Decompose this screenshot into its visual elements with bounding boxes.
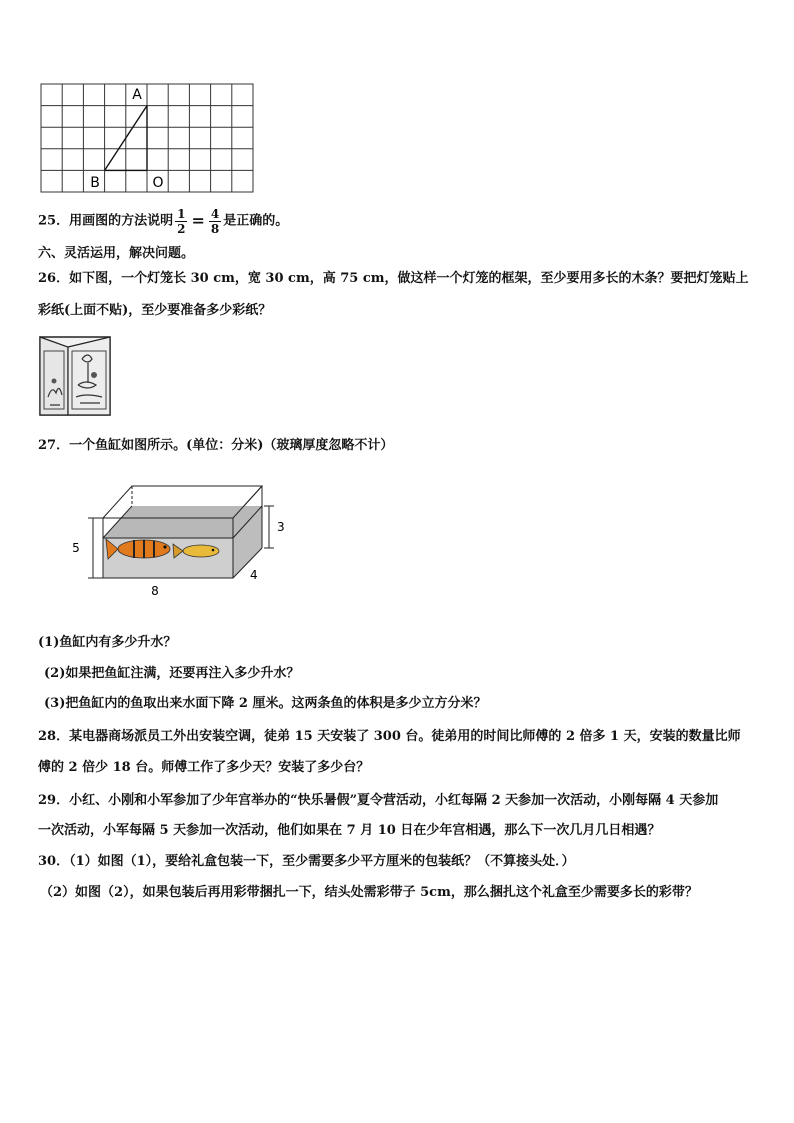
- dim-water: 3: [277, 520, 285, 534]
- question-25: 25．用画图的方法说明 $\frac{1}{2}$ = $\frac{4}{8}$ 是正确的。: [38, 206, 289, 236]
- question-26-line1: 26．如下图，一个灯笼长 30 cm，宽 30 cm，高 75 cm，做这样一个灯笼的框架，至少要用多长的木条？要把灯笼贴上: [38, 271, 749, 286]
- question-28-line1: 28．某电器商场派员工外出安装空调，徒弟 15 天安装了 300 台。徒弟用的时间比师傅的 2 倍多 1 天，安装的数量比师: [38, 729, 741, 744]
- question-30-line1: 30．（1）如图（1），要给礼盒包装一下，至少需要多少平方厘米的包装纸？（不算接头处．）: [38, 854, 575, 869]
- question-27-sub3: (3)把鱼缸内的鱼取出来水面下降 2 厘米。这两条鱼的体积是多少立方分米？: [44, 696, 487, 711]
- question-30-line2: （2）如图（2），如果包装后再用彩带捆扎一下，结头处需彩带子 5cm，那么捆扎这个礼盒至少需要多长的彩带？: [40, 885, 698, 900]
- question-27-sub2: (2)如果把鱼缸注满，还要再注入多少升水？: [44, 666, 300, 681]
- fish-tank-figure: [66, 478, 296, 603]
- fraction-4-8: $\frac{4}{8}$: [210, 206, 220, 236]
- question-27-sub1: (1)鱼缸内有多少升水？: [38, 635, 177, 650]
- dim-height: 5: [72, 541, 80, 555]
- label-o: O: [152, 175, 164, 191]
- question-28-line2: 傅的 2 倍少 18 台。师傅工作了多少天？安装了多少台？: [38, 760, 370, 775]
- question-29-line2: 一次活动，小军每隔 5 天参加一次活动，他们如果在 7 月 10 日在少年宫相遇，那么下一次几月几日相遇？: [38, 823, 661, 838]
- question-29-line1: 29．小红、小刚和小军参加了少年宫举办的“快乐暑假”夏令营活动，小红每隔 2 天参加一次活动，小刚每隔 4 天参加: [38, 793, 719, 808]
- lantern-image: [38, 335, 112, 417]
- dim-depth: 4: [250, 568, 258, 582]
- section-6-heading: 六、灵活运用，解决问题。: [38, 246, 195, 261]
- question-26-line2: 彩纸(上面不贴)，至少要准备多少彩纸？: [38, 303, 272, 318]
- label-a: A: [132, 87, 142, 103]
- label-b: B: [90, 175, 100, 191]
- question-27: 27．一个鱼缸如图所示。(单位：分米)（玻璃厚度忽略不计）: [38, 438, 394, 453]
- dim-length: 8: [151, 584, 159, 598]
- grid-figure: [38, 80, 258, 196]
- fraction-1-2: $\frac{1}{2}$: [177, 206, 186, 236]
